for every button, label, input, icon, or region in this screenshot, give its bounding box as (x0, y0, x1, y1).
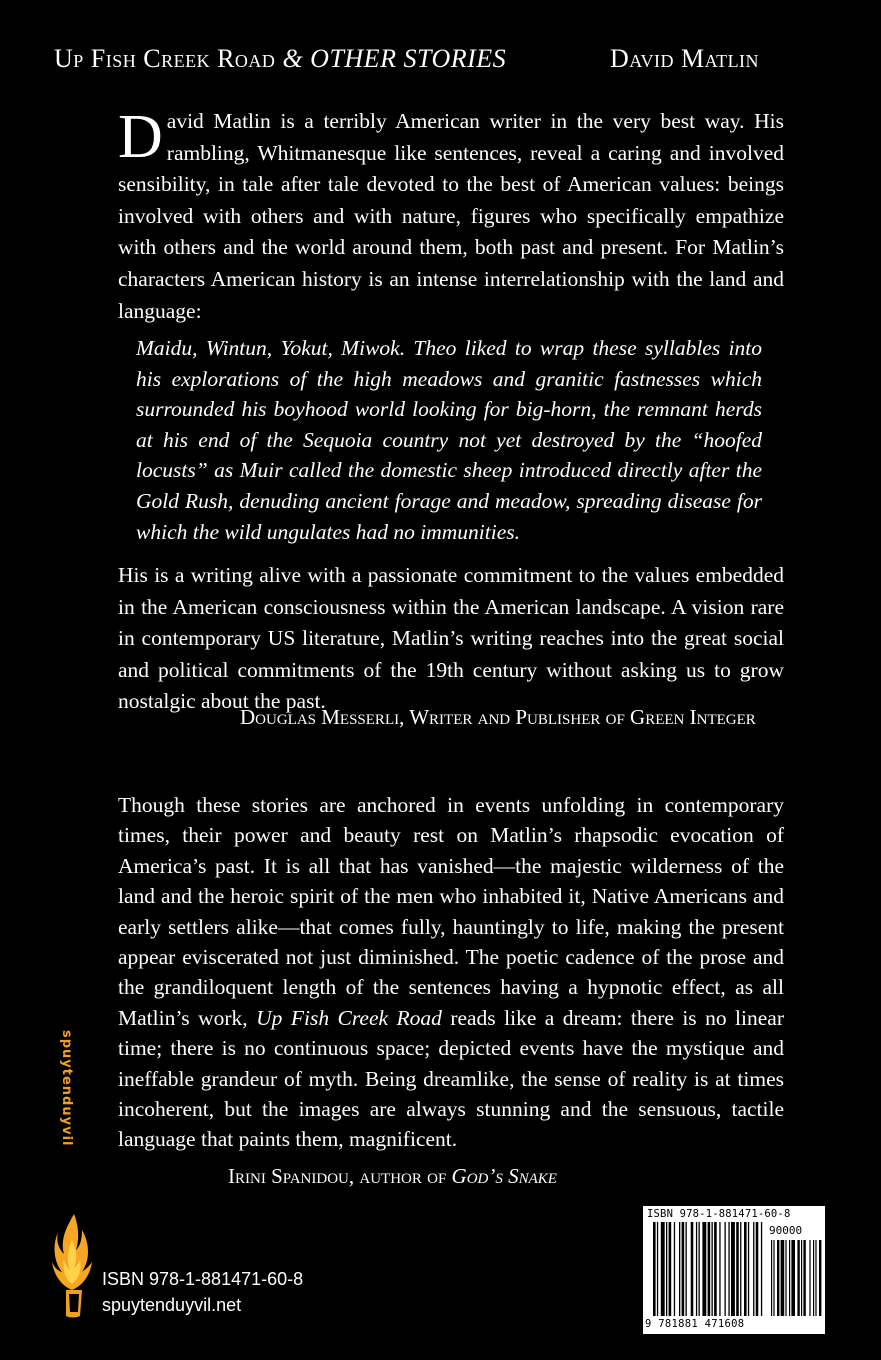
barcode-bar (686, 1222, 687, 1316)
barcode-bar (696, 1222, 697, 1316)
barcode-bar (708, 1222, 711, 1316)
barcode-bar (669, 1222, 672, 1316)
barcode-price-code: 90000 (769, 1224, 803, 1237)
barcode-bar (728, 1222, 729, 1316)
barcode-bar (748, 1222, 749, 1316)
author-name: David Matlin (610, 44, 760, 73)
barcode-bar (679, 1222, 680, 1316)
barcode-bar (761, 1222, 762, 1316)
publisher-logo-wordmark: spuytenduyvil (59, 1030, 74, 1147)
barcode-bar (756, 1222, 759, 1316)
barcode-digits: 9 781881 471608 (645, 1318, 745, 1330)
attribution-2-work: God’s Snake (451, 1164, 557, 1188)
book-subtitle: OTHER STORIES (310, 44, 507, 73)
barcode-addon-bar (773, 1240, 774, 1316)
isbn-barcode (643, 1206, 825, 1334)
barcode-bar (674, 1222, 675, 1316)
blurb-3-title: Up Fish Creek Road (256, 1005, 442, 1030)
barcode-addon-bar (789, 1240, 790, 1316)
barcode-bar (753, 1222, 754, 1316)
barcode-bar (699, 1222, 700, 1316)
barcode-bar (702, 1222, 706, 1316)
drop-cap: D (118, 103, 163, 171)
attribution-2-name: Irini Spanidou, author of (228, 1164, 452, 1188)
title-ampersand: & (282, 44, 304, 73)
barcode-bar (725, 1222, 726, 1316)
blurb-paragraph-1 (118, 103, 784, 327)
publisher-logo-text (52, 1030, 78, 1210)
barcode-bar (740, 1222, 741, 1316)
barcode-addon-bar (819, 1240, 821, 1316)
publisher-website: spuytenduyvil.net (102, 1295, 242, 1315)
blurb-1-text: avid Matlin is a terribly American writer in the very best way. His rambling, Whitmanesque like sentences, reveal a caring and involved sensibility, in tale after tale devoted to the best of American values: beings involved with others and with nature, figures who specifically empathize with others and the world around them, both past and present. For Matlin’s characters American history is an intense interrelationship with the land and language: (118, 109, 784, 323)
book-title: Up Fish Creek Road (54, 44, 276, 73)
barcode-bar (731, 1222, 735, 1316)
blurb-paragraph-3 (118, 790, 784, 1155)
barcode-bar (657, 1222, 658, 1316)
barcode-bar (744, 1222, 747, 1316)
blurb-paragraph-2: His is a writing alive with a passionate commitment to the values embedded in the American consciousness within the American landscape. A vision rare in contemporary US literature, Matlin’s writing reaches into the great social and political commitments of the 19th century without asking us to grow nostalgic about the past. (118, 563, 784, 714)
barcode-addon-bar (791, 1240, 795, 1316)
blurb-3-text-before: Though these stories are anchored in events unfolding in contemporary times, their power and beauty rest on Matlin’s rhapsodic evocation of America’s past. It is all that has vanished—the majestic wilderness of the land and the heroic spirit of the men who inhabited it, Native Americans and early settlers alike—that comes fully, hauntingly to life, making the present appear eviscerated not just diminished. The poetic cadence of the prose and the grandiloquent length of the sentences having a hypnotic effect, as all Matlin’s work, (118, 793, 784, 1030)
isbn-text: ISBN 978-1-881471-60-8 (102, 1269, 304, 1289)
barcode-addon-bar (803, 1240, 805, 1316)
flame-logo-icon (52, 1210, 94, 1320)
barcode-bar (714, 1222, 717, 1316)
barcode-isbn-label: ISBN 978-1-881471-60-8 (647, 1208, 791, 1220)
barcode-addon-bar (801, 1240, 802, 1316)
barcode-addon-bar (785, 1240, 786, 1316)
barcode-addon-bar (771, 1240, 772, 1316)
barcode-bar (736, 1222, 739, 1316)
barcode-bar (666, 1222, 667, 1316)
publisher-info (102, 1266, 303, 1318)
barcode-bar (712, 1222, 713, 1316)
barcode-addon-bar (781, 1240, 785, 1316)
barcode-addon-bar (777, 1240, 779, 1316)
barcode-bar (691, 1222, 694, 1316)
barcode-addon-bar (797, 1240, 799, 1316)
excerpt-quote: Maidu, Wintun, Yokut, Miwok. Theo liked to wrap these syllables into his explorations of the high meadows and granitic fastnesses which surrounded his boyhood world looking for big-horn, the remnant herds at his end of the Sequoia country not yet destroyed by the “hoofed locusts” as Muir called the domestic sheep introduced directly after the Gold Rush, denuding ancient forage and meadow, spreading disease for which the wild ungulates had no immunities. (136, 336, 762, 544)
header (54, 44, 834, 74)
barcode-bar (719, 1222, 720, 1316)
blurb-3-text-after: reads like a dream: there is no linear time; there is no continuous space; depicted events have the mystique and ineffable grandeur of myth. Being dreamlike, the sense of reality is at times incoherent, but the images are always stunning and the sensuous, tactile language that paints them, magnificent. (118, 1005, 785, 1152)
attribution-messerli: Douglas Messerli, Writer and Publisher of Green Integer (240, 705, 756, 729)
barcode-bar (653, 1222, 656, 1316)
barcode-bar (682, 1222, 685, 1316)
barcode-bars (643, 1206, 825, 1334)
attribution-spanidou (228, 1164, 557, 1189)
barcode-addon-bar (815, 1240, 816, 1316)
barcode-addon-bar (813, 1240, 814, 1316)
barcode-bar (661, 1222, 665, 1316)
barcode-addon-bar (809, 1240, 810, 1316)
